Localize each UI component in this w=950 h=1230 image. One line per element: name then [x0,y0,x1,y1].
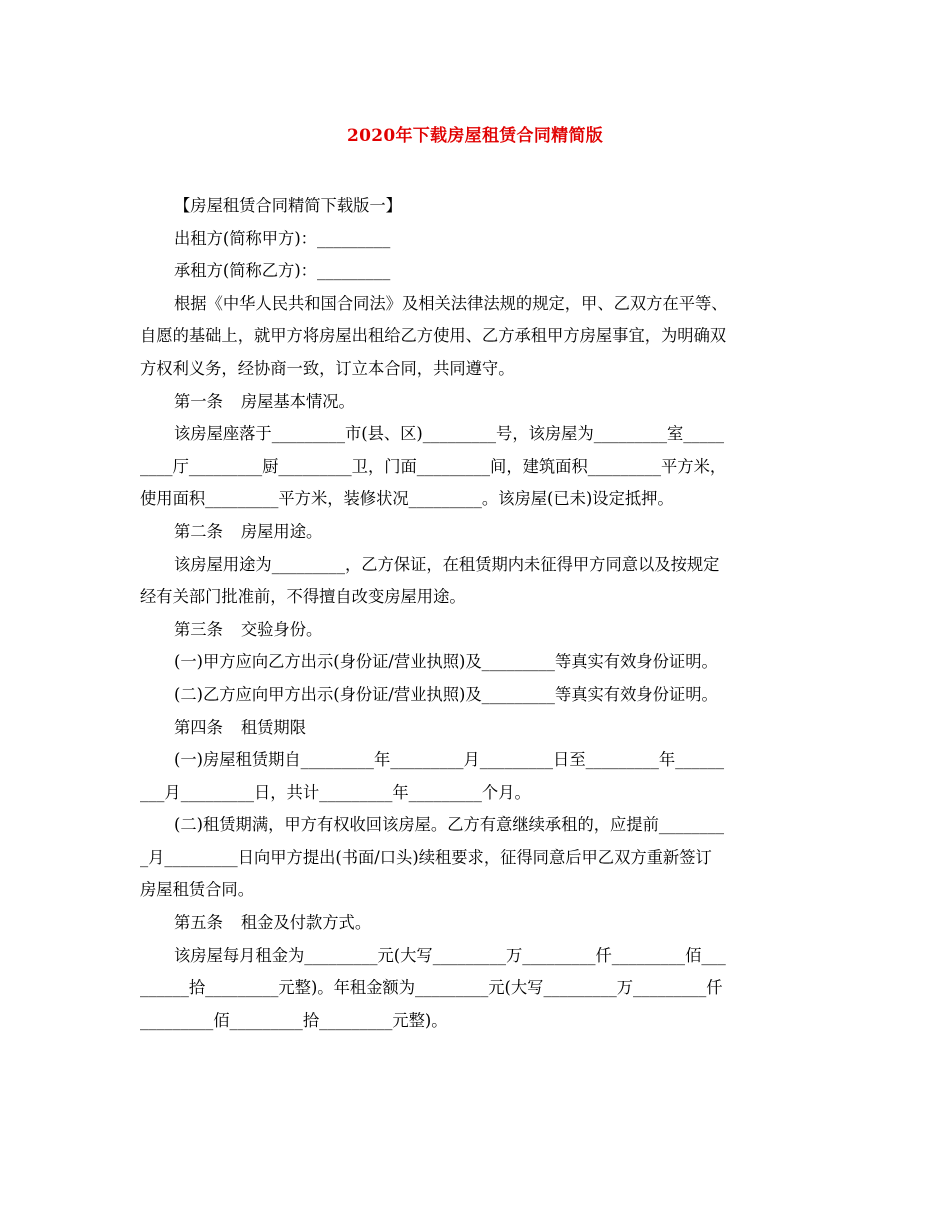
document-body [140,190,812,1037]
article-number: 第二条 [174,521,223,541]
article-number: 第三条 [174,619,223,639]
article-heading [140,614,812,647]
paragraph-line: (一)房屋租赁期自_________年_________月_________日至_________年______ [174,750,724,770]
paragraph-line: 该房屋座落于_________市(县、区)_________号，该房屋为_________室_____ [174,424,724,444]
article-number: 第五条 [174,913,223,933]
paragraph-line: (一)甲方应向乙方出示(身份证/营业执照)及_________等真实有效身份证明。 [174,652,718,672]
paragraph-line: 经有关部门批准前，不得擅自改变房屋用途。 [140,587,466,607]
paragraph-line: 该房屋用途为_________，乙方保证，在租赁期内未征得甲方同意以及按规定 [174,554,720,574]
article-title: 房屋基本情况。 [240,391,355,411]
article-number: 第一条 [174,391,223,411]
article-title: 房屋用途。 [240,521,323,541]
paragraph-line: 房屋租赁合同。 [140,880,254,900]
article-title: 租赁期限 [240,717,306,737]
version-heading: 【房屋租赁合同精简下载版一】 [174,196,402,215]
article-title: 交验身份。 [240,619,323,639]
paragraph-line: _月_________日向甲方提出(书面/口头)续租要求，征得同意后甲乙双方重新签订 [140,847,712,867]
preamble-line: 根据《中华人民共和国合同法》及相关法律法规的规定，甲、乙双方在平等、 [174,293,728,313]
paragraph-line: (二)乙方应向甲方出示(身份证/营业执照)及_________等真实有效身份证明。 [174,684,718,704]
article-heading [140,907,812,940]
paragraph-line: _________佰_________拾_________元整)。 [140,1010,448,1030]
article-heading [140,712,812,745]
paragraph-line: ___月_________日，共计_________年_________个月。 [140,782,531,802]
preamble-line: 自愿的基础上，就甲方将房屋出租给乙方使用、乙方承租甲方房屋事宜，为明确双 [140,326,727,346]
lessee-line: 承租方(简称乙方)：_________ [174,261,391,281]
article-heading [140,386,812,419]
paragraph-line: 该房屋每月租金为_________元(大写_________万_________仟_________佰___ [174,945,726,965]
paragraph-line: ____厅_________厨_________卫，门面_________间，建筑面积_________平方米， [140,456,727,476]
lessor-line: 出租方(简称甲方)：_________ [174,228,391,248]
paragraph-line: 使用面积_________平方米，装修状况_________。该房屋(已未)设定抵押。 [140,489,674,509]
article-heading [140,516,812,549]
paragraph-line: (二)租赁期满，甲方有权收回该房屋。乙方有意继续承租的，应提前________ [174,815,724,835]
article-title: 租金及付款方式。 [240,913,372,933]
document-title: 2020年下载房屋租赁合同精简版 [346,126,604,146]
paragraph-line: ______拾_________元整)。年租金额为_________元(大写_________万_________仟 [140,978,723,998]
article-number: 第四条 [174,717,223,737]
preamble-line: 方权利义务，经协商一致，订立本合同，共同遵守。 [140,358,515,378]
